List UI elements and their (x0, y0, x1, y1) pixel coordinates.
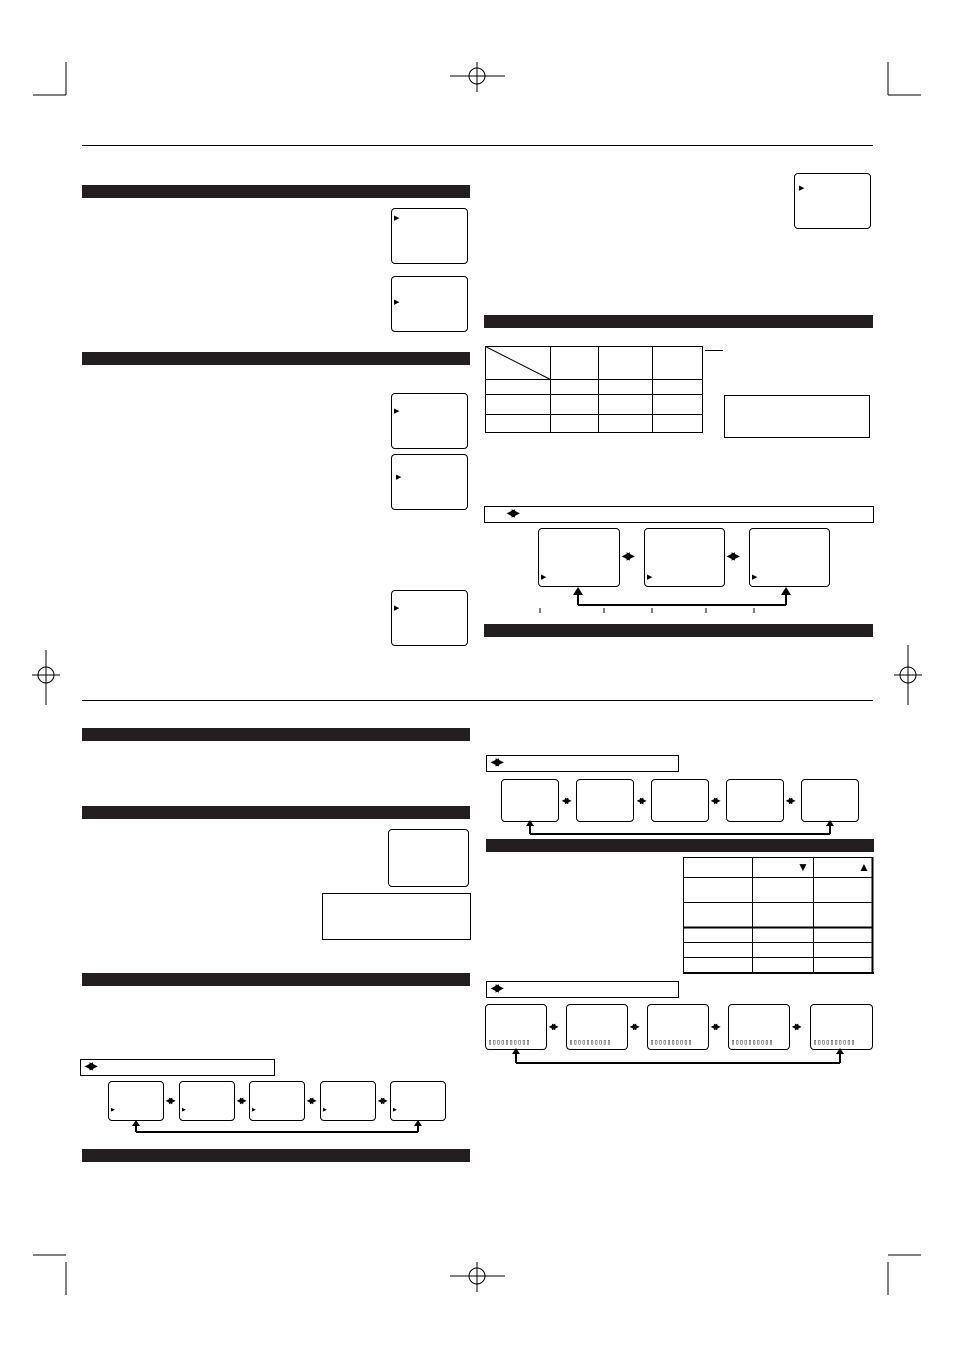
tick-marks (538, 608, 798, 614)
double-arrow-icon: ◀▶ (792, 1022, 799, 1031)
level-indicator: ▯▯▯▯▯▯▯▯▯▯ (488, 1038, 531, 1046)
pointer-icon: ▶ (394, 605, 400, 612)
section-header-bar (82, 806, 470, 819)
pointer-icon: ▶ (752, 574, 758, 581)
double-arrow-icon: ◀▶ (727, 551, 737, 562)
pointer-icon: ▶ (111, 1107, 115, 1113)
return-arrow (510, 1048, 844, 1066)
down-triangle-icon: ▼ (797, 860, 809, 874)
sequence-label-box (80, 1059, 275, 1076)
osd-screen (391, 208, 468, 264)
double-arrow-icon: ◀▶ (166, 1096, 173, 1105)
double-arrow-icon: ◀▶ (85, 1061, 95, 1072)
osd-screen (647, 1004, 709, 1050)
osd-screen (388, 829, 469, 887)
osd-screen (810, 1004, 873, 1050)
level-indicator: ▯▯▯▯▯▯▯▯▯▯ (813, 1038, 856, 1046)
double-arrow-icon: ◀▶ (637, 796, 644, 805)
return-arrow (524, 820, 836, 838)
pointer-icon: ▶ (393, 1107, 397, 1113)
level-indicator: ▯▯▯▯▯▯▯▯▯▯ (650, 1038, 693, 1046)
double-arrow-icon: ◀▶ (491, 983, 501, 994)
osd-screen (391, 276, 468, 332)
section-header-bar (82, 185, 470, 198)
level-indicator: ▯▯▯▯▯▯▯▯▯▯ (731, 1038, 774, 1046)
top-rule (82, 145, 873, 146)
osd-screen (391, 590, 468, 646)
section-header-bar (82, 728, 470, 741)
pointer-icon: ▶ (252, 1107, 256, 1113)
pointer-icon: ▶ (396, 474, 402, 481)
pointer-icon: ▶ (182, 1107, 186, 1113)
pointer-icon: ▶ (394, 215, 400, 222)
return-arrow (130, 1120, 420, 1136)
osd-screen (485, 1004, 547, 1050)
double-arrow-icon: ◀▶ (786, 796, 793, 805)
osd-screen (538, 528, 620, 587)
osd-screen (391, 454, 468, 510)
osd-screen (794, 173, 871, 229)
osd-screen (249, 1081, 305, 1121)
section-header-bar (484, 624, 873, 637)
pointer-icon: ▶ (323, 1107, 327, 1113)
settings-table (485, 346, 703, 433)
level-indicator: ▯▯▯▯▯▯▯▯▯▯ (569, 1038, 612, 1046)
middle-rule (82, 700, 873, 701)
up-triangle-icon: ▲ (858, 860, 870, 874)
osd-screen (390, 1081, 446, 1121)
sequence-label-box (484, 506, 874, 523)
double-arrow-icon: ◀▶ (562, 796, 569, 805)
osd-screen (108, 1081, 164, 1121)
osd-screen (501, 779, 559, 822)
osd-screen (728, 1004, 790, 1050)
double-arrow-icon: ◀▶ (491, 757, 501, 768)
double-arrow-icon: ◀▶ (378, 1096, 385, 1105)
section-header-bar (82, 352, 470, 365)
double-arrow-icon: ◀▶ (307, 1096, 314, 1105)
double-arrow-icon: ◀▶ (237, 1096, 244, 1105)
sequence-label-box (486, 755, 679, 772)
osd-screen (726, 779, 784, 822)
double-arrow-icon: ◀▶ (711, 1022, 718, 1031)
double-arrow-icon: ◀▶ (507, 508, 517, 519)
pointer-icon: ▶ (799, 185, 805, 192)
callout-line (705, 350, 725, 352)
section-header-bar (484, 315, 873, 328)
double-arrow-icon: ◀▶ (622, 551, 632, 562)
osd-screen (651, 779, 709, 822)
double-arrow-icon: ◀▶ (549, 1022, 556, 1031)
osd-screen (179, 1081, 235, 1121)
pointer-icon: ▶ (394, 299, 400, 306)
double-arrow-icon: ◀▶ (711, 796, 718, 805)
section-header-bar (82, 1149, 470, 1162)
osd-screen (320, 1081, 376, 1121)
section-header-bar (82, 973, 470, 986)
double-arrow-icon: ◀▶ (630, 1022, 637, 1031)
osd-screen (749, 528, 830, 587)
pointer-icon: ▶ (394, 408, 400, 415)
pointer-icon: ▶ (647, 574, 653, 581)
osd-screen (644, 528, 725, 587)
note-box (724, 395, 870, 438)
osd-screen (801, 779, 859, 822)
pointer-icon: ▶ (541, 574, 547, 581)
osd-screen (566, 1004, 628, 1050)
note-box (322, 893, 471, 940)
adjustment-table (683, 857, 874, 974)
sequence-label-box (486, 981, 679, 998)
osd-screen (391, 393, 468, 449)
osd-screen (576, 779, 634, 822)
section-header-bar (486, 839, 874, 852)
